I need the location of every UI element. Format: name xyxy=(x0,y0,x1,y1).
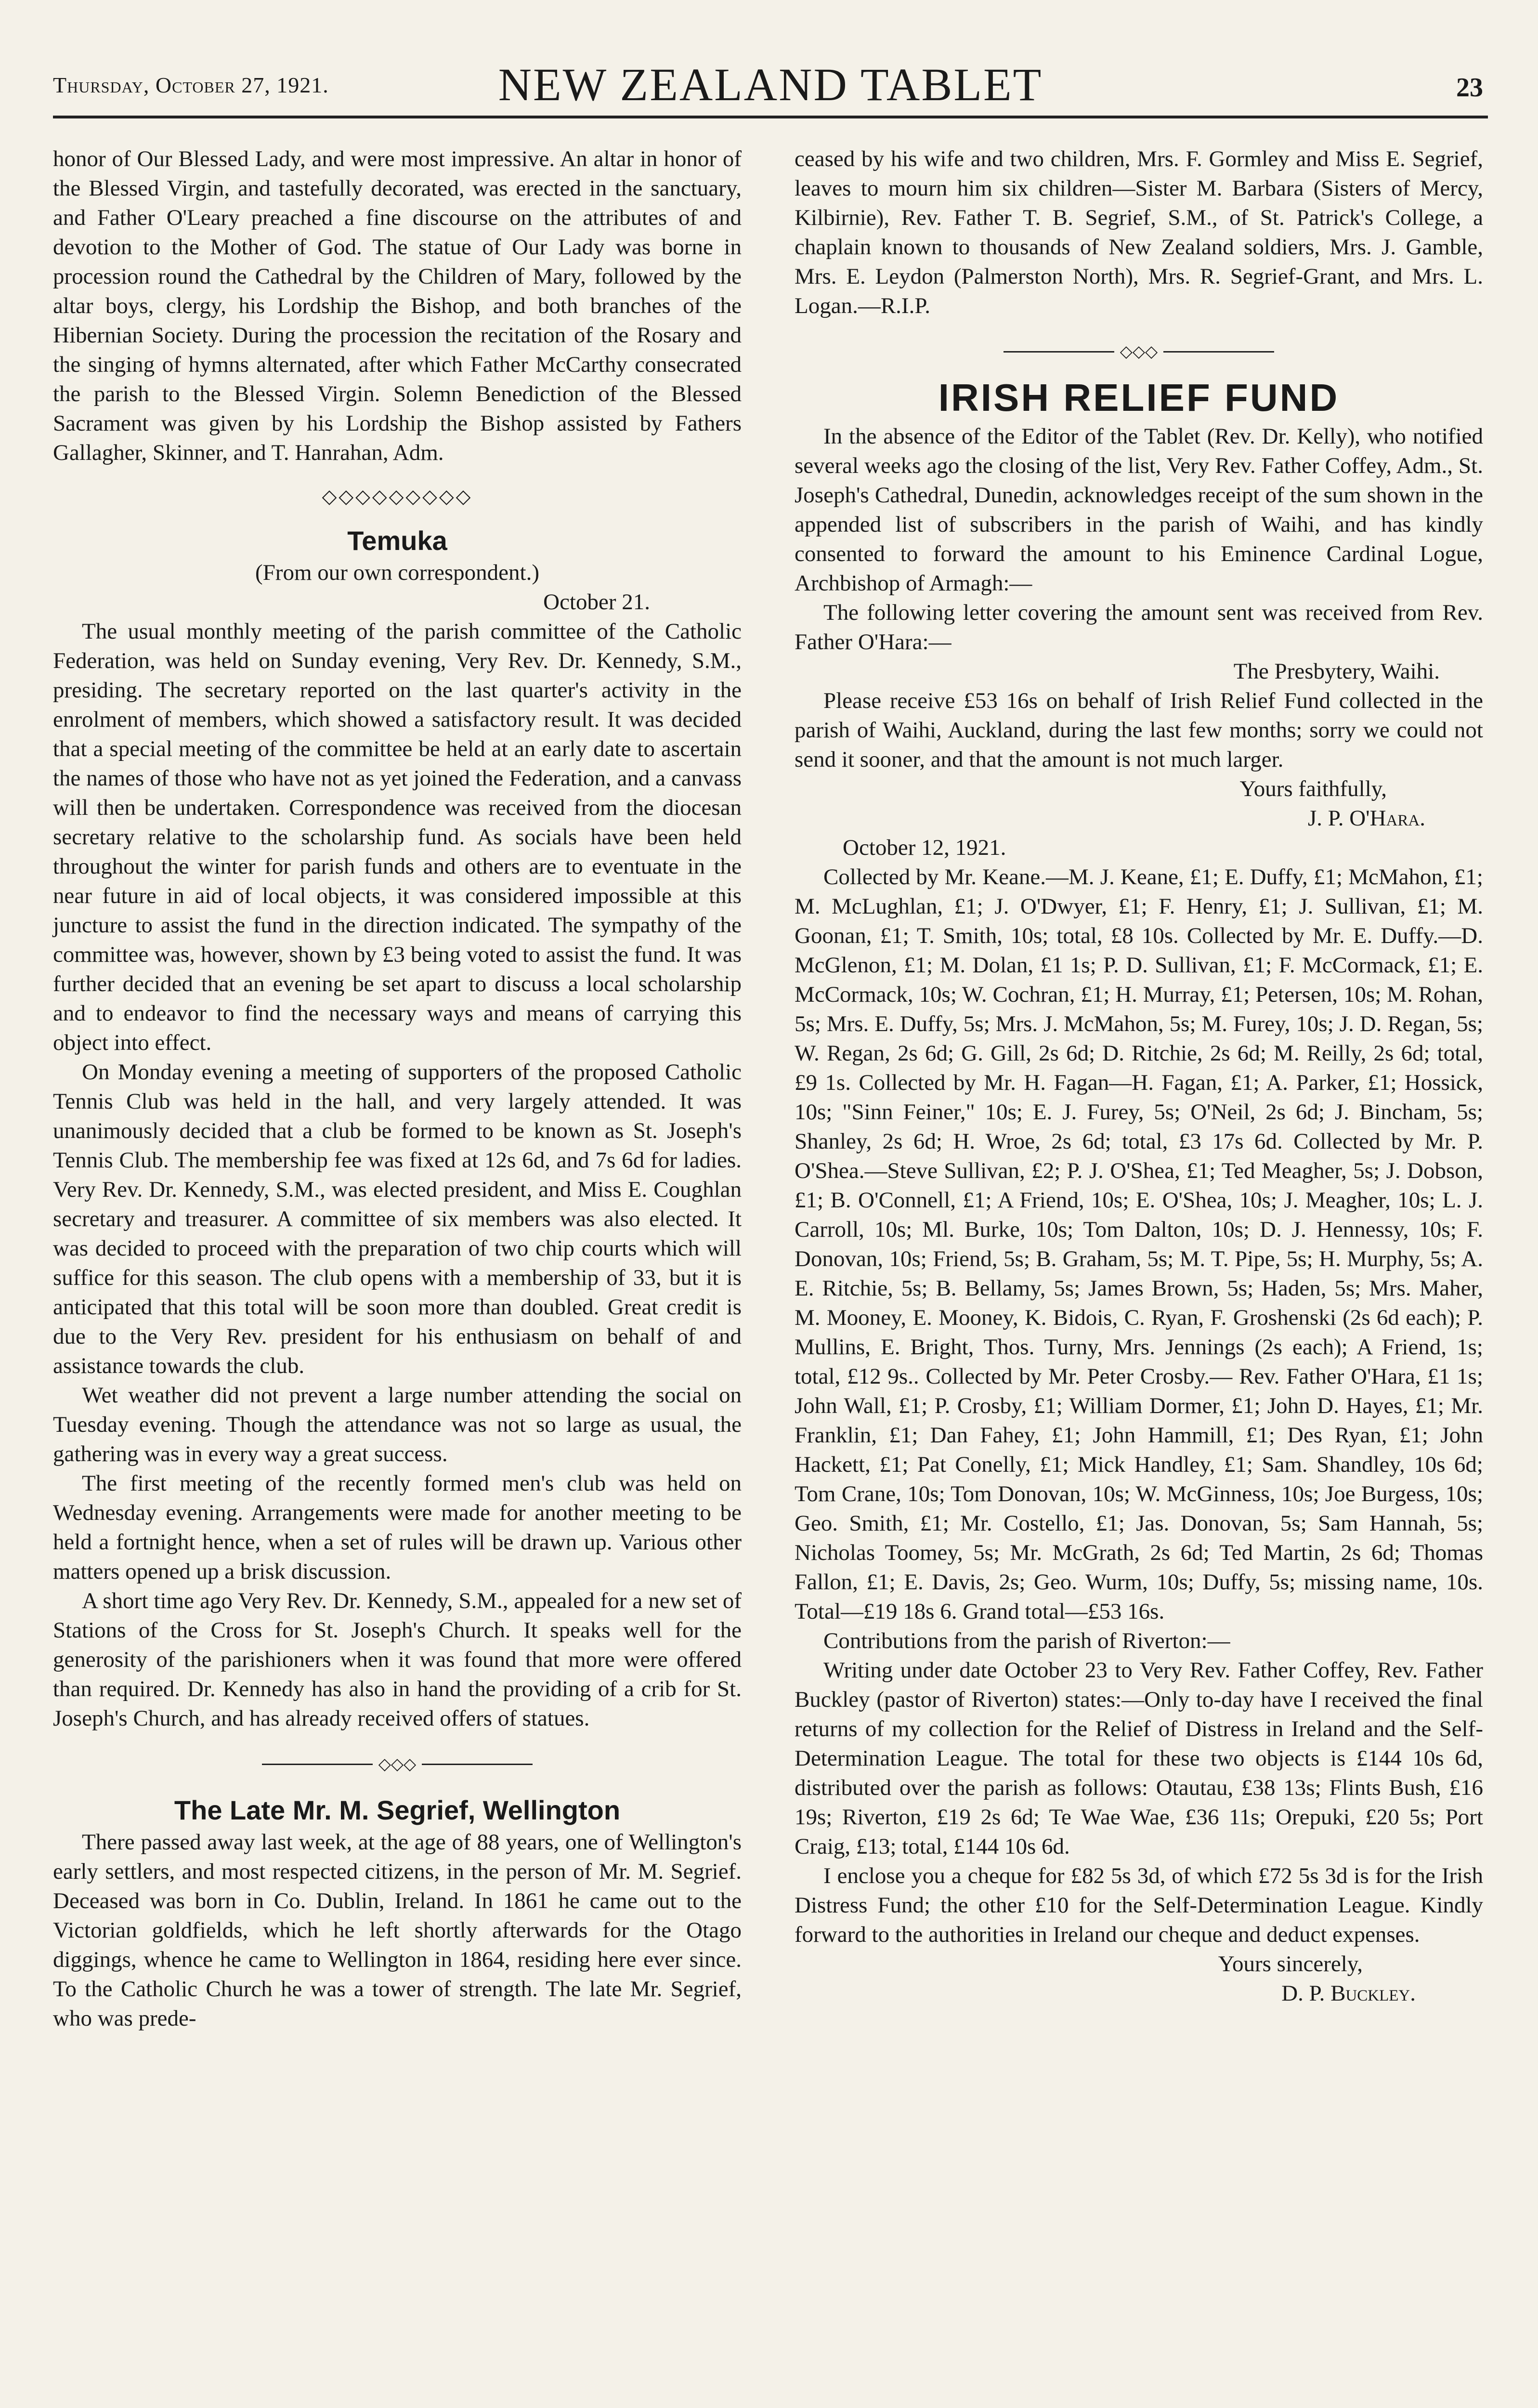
segrief-heading: The Late Mr. M. Segrief, Wellington xyxy=(174,1795,621,1825)
letter-date: October 12, 1921. xyxy=(843,835,1006,860)
masthead-title: NEW ZEALAND TABLET xyxy=(498,59,1043,110)
right-column xyxy=(795,144,1483,2008)
letter-signer: J. P. O'Hara. xyxy=(1308,806,1425,831)
section-ornament: ◇◇◇◇◇◇◇◇◇ xyxy=(322,485,473,508)
temuka-paragraph: On Monday evening a meeting of supporters of the proposed Catholic Tennis Club was held in the hall, and very largely attended. It was unanimously decided that a club be formed to be known as St. Joseph's Tennis Club. The membership fee was fixed at 12s 6d, and 7s 6d for ladies. Very Rev. Dr. Kennedy, S.M., was elected president, and Miss E. Coughlan secretary and treasurer. A committee of six members was also elected. It was decided to proceed with the preparation of two chip courts which will suffice for this season. The club opens with a membership of 33, but it is anticipated that this total will be soon more than doubled. Great credit is due to the Very Rev. president for his enthusiasm on behalf of and assistance towards the club. xyxy=(53,1060,742,1378)
letter-intro: The following letter covering the amount sent was received from Rev. Father O'Hara:— xyxy=(795,600,1483,654)
page-number: 23 xyxy=(1456,73,1483,103)
letter-body: Please receive £53 16s on behalf of Irish Relief Fund collected in the parish of Waihi, Auckland, during the last few months; sorry we could not send it sooner, and that the amount is not much larger. xyxy=(795,688,1483,772)
temuka-heading: Temuka xyxy=(347,525,447,556)
letter-closing: Yours faithfully, xyxy=(1239,776,1387,801)
riverton-letter: Writing under date October 23 to Very Rev. Father Coffey, Rev. Father Buckley (pastor of Riverton) states:—Only to-day have I received the final returns of my collection for the Relief of Distress in Ireland and the Self-Determination League. The total for these two objects is £144 10s 6d, distributed over the parish as follows: Otautau, £38 13s; Flints Bush, £16 19s; Riverton, £19 2s 6d; Te Wae Wae, £36 11s; Orepuki, £20 5s; Port Craig, £13; total, £144 10s 6d. xyxy=(795,1658,1483,1859)
divider-ornament: ◇◇◇ xyxy=(53,1750,742,1779)
riverton-cheque: I enclose you a cheque for £82 5s 3d, of which £72 5s 3d is for the Irish Distress Fund; the other £10 for the Self-Determination League. Kindly forward to the authorities in Ireland our cheque and deduct expenses. xyxy=(795,1863,1483,1947)
issue-date: Thursday, October 27, 1921. xyxy=(53,73,329,97)
temuka-paragraph: The first meeting of the recently formed men's club was held on Wednesday evening. Arrangements were made for another meeting to be held a fortnight hence, when a set of rules will be drawn up. Various other matters opened up a brisk discussion. xyxy=(53,1471,742,1584)
temuka-paragraph: A short time ago Very Rev. Dr. Kennedy, S.M., appealed for a new set of Stations of the Cross for St. Joseph's Church. It speaks well for the generosity of the parishioners when it was found that more were offered than required. Dr. Kennedy has also in hand the providing of a crib for St. Joseph's Church, and has already received offers of statues. xyxy=(53,1588,742,1731)
left-column xyxy=(53,144,742,2033)
lady-day-paragraph: honor of Our Blessed Lady, and were most impressive. An altar in honor of the Blessed Virgin, and tastefully decorated, was erected in the sanctuary, and Father O'Leary preached a fine discourse on the attributes of and devotion to the Mother of God. The statue of Our Lady was borne in procession round the Cathedral by the Children of Mary, followed by the altar boys, clergy, his Lordship the Bishop, and both branches of the Hibernian Society. During the procession the recitation of the Rosary and the singing of hymns alternated, after which Father McCarthy consecrated the parish to the Blessed Virgin. Solemn Benediction of the Blessed Sacrament was given by his Lordship the Bishop assisted by Fathers Gallagher, Skinner, and T. Hanrahan, Adm. xyxy=(53,146,742,465)
riverton-signer: D. P. Buckley. xyxy=(1281,1981,1416,2006)
presbytery-address: The Presbytery, Waihi. xyxy=(1233,659,1440,684)
irish-relief-heading: IRISH RELIEF FUND xyxy=(938,376,1340,419)
riverton-closing: Yours sincerely, xyxy=(1218,1951,1363,1976)
segrief-paragraph: There passed away last week, at the age of 88 years, one of Wellington's early settlers, and most respected citizens, in the person of Mr. M. Segrief. Deceased was born in Co. Dublin, Ireland. In 1861 he came out to the Victorian goldfields, which he left shortly afterwards for the Otago diggings, whence he came to Wellington in 1864, residing here ever since. To the Catholic Church he was a tower of strength. The late Mr. Segrief, who was prede- xyxy=(53,1830,742,2031)
fund-intro: In the absence of the Editor of the Tablet (Rev. Dr. Kelly), who notified several weeks ago the closing of the list, Very Rev. Father Coffey, Adm., St. Joseph's Cathedral, Dunedin, acknowledges receipt of the sum shown in the appended list of subscribers in the parish of Waihi, and has kindly consented to forward the amount to his Eminence Cardinal Logue, Archbishop of Armagh:— xyxy=(795,424,1483,596)
temuka-date: October 21. xyxy=(543,589,650,615)
temuka-byline: (From our own correspondent.) xyxy=(255,560,539,585)
segrief-continuation: ceased by his wife and two children, Mrs. F. Gormley and Miss E. Segrief, leaves to mourn him six children—Sister M. Barbara (Sisters of Mercy, Kilbirnie), Rev. Father T. B. Segrief, S.M., of St. Patrick's College, a chaplain known to thousands of New Zealand soldiers, Mrs. J. Gamble, Mrs. E. Leydon (Palmerston North), Mrs. R. Segrief-Grant, and Mrs. L. Logan.—R.I.P. xyxy=(795,146,1483,318)
collections-list: Collected by Mr. Keane.—M. J. Keane, £1; E. Duffy, £1; McMahon, £1; M. McLughlan, £1; J. O'Dwyer, £1; F. Henry, £1; J. Sullivan, £1; M. Goonan, £1; T. Smith, 10s; total, £8 10s. Collected by Mr. E. Duffy.—D. McGlenon, £1; M. Dolan, £1 1s; P. D. Sullivan, £1; F. McCormack, £1; E. McCormack, 10s; W. Cochran, £1; H. Murray, £1; Petersen, 10s; M. Rohan, 5s; Mrs. E. Duffy, 5s; Mrs. J. McMahon, 5s; M. Furey, 10s; J. D. Regan, 5s; W. Regan, 2s 6d; G. Gill, 2s 6d; D. Ritchie, 2s 6d; M. Reilly, 2s 6d; total, £9 1s. Collected by Mr. H. Fagan—H. Fagan, £1; A. Parker, £1; Hossick, 10s; "Sinn Feiner," 10s; E. J. Furey, 5s; O'Neil, 2s 6d; J. Bincham, 5s; Shanley, 2s 6d; H. Wroe, 2s 6d; total, £3 17s 6d. Collected by Mr. P. O'Shea.—Steve Sullivan, £2; P. J. O'Shea, £1; Ted Meagher, 5s; J. Dobson, £1; B. O'Connell, £1; A Friend, 10s; E. O'Shea, 10s; J. Meagher, 10s; L. J. Carroll, 10s; Ml. Burke, 10s; Tom Dalton, 10s; D. J. Hennessy, 10s; F. Donovan, 10s; Friend, 5s; B. Graham, 5s; M. T. Pipe, 5s; H. Murphy, 5s; A. E. Ritchie, 5s; B. Bellamy, 5s; James Brown, 5s; Haden, 5s; Mrs. Maher, M. Mooney, E. Mooney, K. Bidois, C. Ryan, F. Groshenski (2s 6d each); P. Mullins, E. Bright, Thos. Turny, Mrs. Jennings (2s each); A Friend, 1s; total, £12 9s.. Collected by Mr. Peter Crosby.— Rev. Father O'Hara, £1 1s; John Wall, £1; P. Crosby, £1; William Dormer, £1; John D. Hayes, £1; Mr. Franklin, £1; Dan Fahey, £1; John Hammill, £1; Des Ryan, £1; John Hackett, £1; Pat Conelly, £1; Mick Handley, £1; Sam. Shandley, 10s 6d; Tom Crane, 10s; Tom Donovan, 10s; W. McGinness, 10s; Joe Burgess, 10s; Geo. Smith, £1; Mr. Costello, £1; Jas. Donovan, 5s; Sam Hannah, 5s; Nicholas Toomey, 5s; Mr. McGrath, 2s 6d; Ted Martin, 2s 6d; Thomas Fallon, £1; E. Davis, 2s; Geo. Wurm, 10s; Duffy, 5s; missing name, 10s. Total—£19 18s 6. Grand total—£53 16s. xyxy=(795,864,1483,1624)
temuka-paragraph: Wet weather did not prevent a large number attending the social on Tuesday evening. Though the attendance was not so large as usual, the gathering was in every way a great success. xyxy=(53,1383,742,1466)
divider-ornament: ◇◇◇ xyxy=(795,337,1483,366)
page-header xyxy=(53,58,1488,118)
riverton-intro: Contributions from the parish of Riverton:— xyxy=(823,1628,1230,1653)
temuka-paragraph: The usual monthly meeting of the parish committee of the Catholic Federation, was held on Sunday evening, Very Rev. Dr. Kennedy, S.M., presiding. The secretary reported on the last quarter's activity in the enrolment of members, which showed a satisfactory result. It was decided that a special meeting of the committee be held at an early date to ascertain the names of those who have not as yet joined the Federation, and a canvass will then be undertaken. Correspondence was received from the diocesan secretary relative to the scholarship fund. As socials have been held throughout the winter for parish funds and others are to eventuate in the near future in aid of local objects, it was considered impossible at this juncture to assist the fund in the direction indicated. The sympathy of the committee was, however, shown by £3 being voted to assist the fund. It was further decided that an evening be set apart to discuss a local scholarship and to endeavor to find the necessary ways and means of carrying this object into effect. xyxy=(53,619,742,1055)
